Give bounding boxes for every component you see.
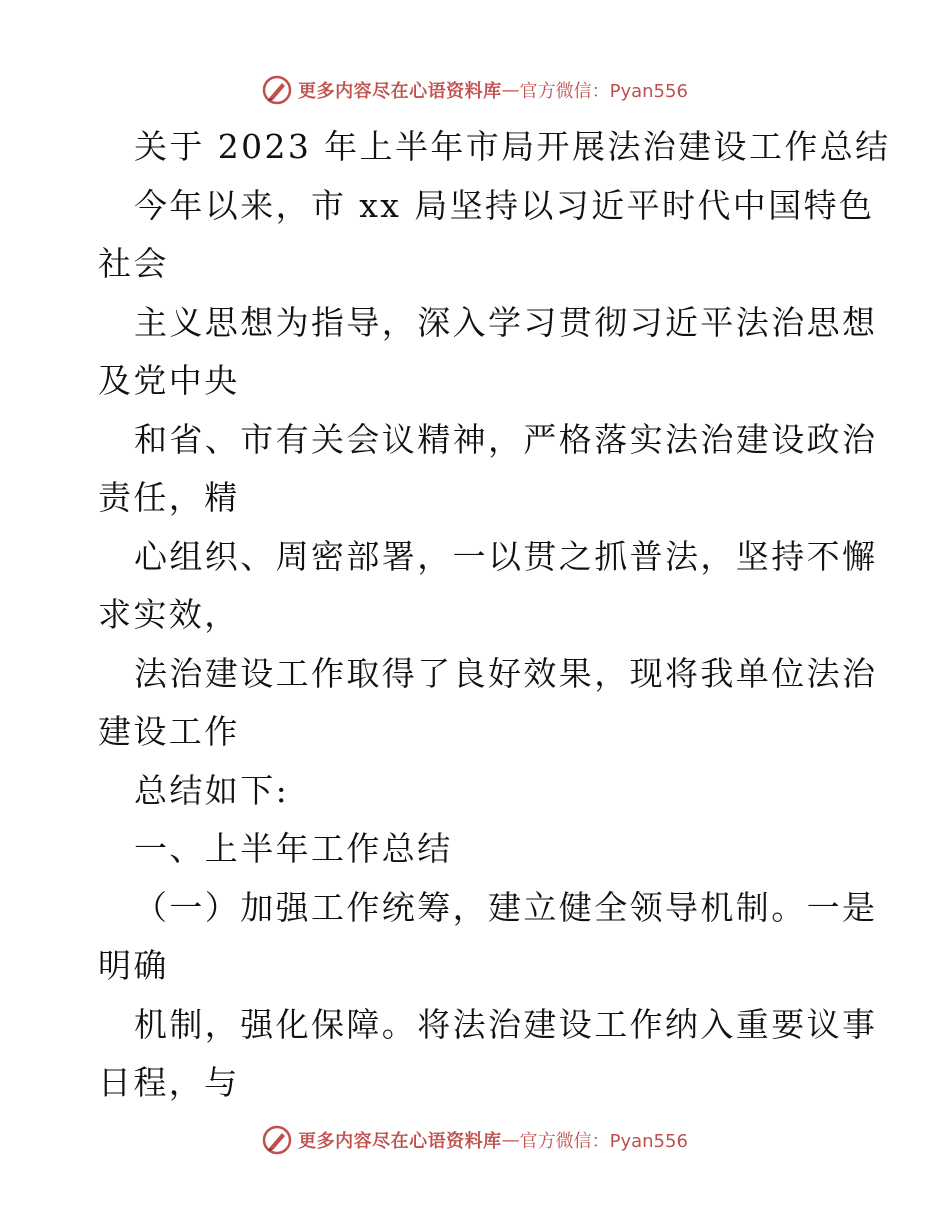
watermark-text: 更多内容尽在心语资料库 bbox=[298, 1131, 502, 1152]
doc-line: 主义思想为指导，深入学习贯彻习近平法治思想 bbox=[134, 302, 878, 342]
header-watermark bbox=[0, 70, 950, 110]
doc-line: 心组织、周密部署，一以贯之抓普法，坚持不懈 bbox=[134, 536, 878, 576]
pen-logo-icon bbox=[262, 75, 292, 105]
doc-line: 日程，与 bbox=[98, 1063, 240, 1102]
watermark-contact: 官方微信：Pyan556 bbox=[519, 1131, 688, 1152]
watermark-text: 更多内容尽在心语资料库 bbox=[298, 81, 502, 102]
doc-line: 今年以来，市 xx 局坚持以习近平时代中国特色 bbox=[134, 185, 875, 225]
doc-line: 社会 bbox=[98, 244, 169, 283]
doc-line: 总结如下: bbox=[134, 770, 290, 810]
doc-line: 机制，强化保障。将法治建设工作纳入重要议事 bbox=[134, 1004, 878, 1044]
document-body bbox=[98, 118, 891, 1113]
watermark-separator: — bbox=[501, 79, 520, 101]
doc-line: 一、上半年工作总结 bbox=[134, 829, 453, 868]
watermark-contact: 官方微信：Pyan556 bbox=[519, 81, 688, 102]
doc-line: 及党中央 bbox=[98, 361, 240, 400]
doc-line: 关于 2023 年上半年市局开展法治建设工作总结 bbox=[134, 127, 891, 166]
doc-line: 明确 bbox=[98, 946, 169, 985]
doc-line: （一）加强工作统筹，建立健全领导机制。一是 bbox=[134, 887, 878, 927]
doc-line: 法治建设工作取得了良好效果，现将我单位法治 bbox=[134, 653, 878, 693]
doc-line: 建设工作 bbox=[98, 712, 240, 751]
doc-line: 责任，精 bbox=[98, 478, 240, 517]
watermark-separator: — bbox=[501, 1129, 520, 1151]
footer-watermark bbox=[0, 1120, 950, 1160]
pen-logo-icon bbox=[262, 1125, 292, 1155]
doc-line: 和省、市有关会议精神，严格落实法治建设政治 bbox=[134, 419, 878, 459]
doc-line: 求实效， bbox=[98, 595, 240, 634]
